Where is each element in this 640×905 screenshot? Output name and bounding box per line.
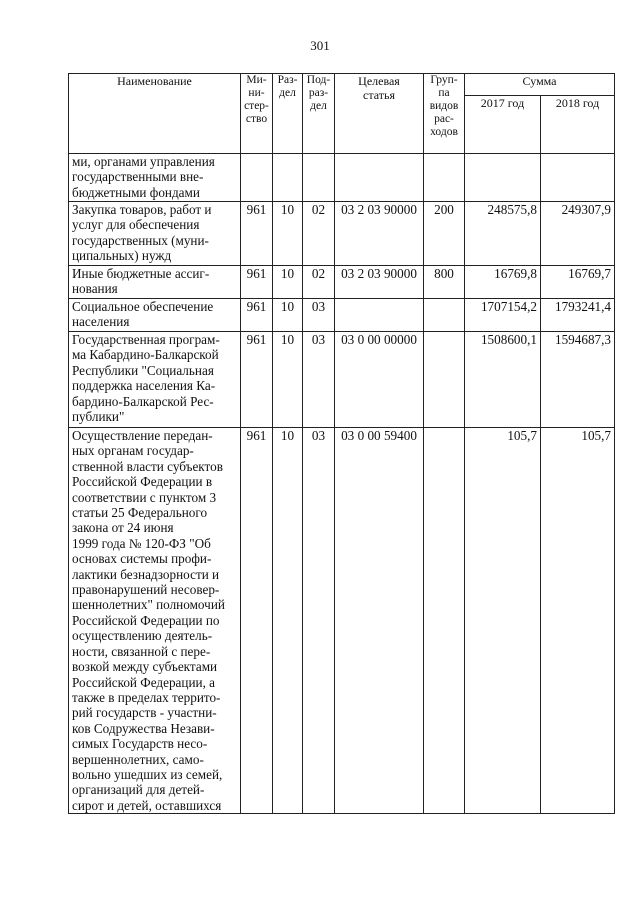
budget-table	[68, 73, 615, 814]
row-subsection: 03	[303, 332, 335, 428]
row-target: 03 0 00 59400	[335, 428, 424, 814]
row-subsection: 03	[303, 428, 335, 814]
row-name: Осуществление передан- ных органам государ- ственной власти субъектов Российской Федерации в соответствии с пунктом 3 статьи 25 Федерального закона от 24 июня 1999 года № 120-ФЗ "Об основах системы профи- лактики безнадзорности и правонарушений несовер- шеннолетних" полномочий Российской Федерации по осуществлению деятель- ности, связанной с пере- возкой между субъектами Российской Федерации, а также в пределах террито- рий государств - участни- ков Содружества Незави- симых Государств несо- вершеннолетних, само- вольно ушедших из семей, организаций для детей- сирот и детей, оставшихся	[69, 428, 241, 814]
row-group	[424, 332, 465, 428]
row-ministry: 961	[241, 428, 273, 814]
row-2018: 105,7	[541, 428, 615, 814]
row-2018: 1793241,4	[541, 299, 615, 332]
row-name: Социальное обеспечение населения	[69, 299, 241, 332]
row-section: 10	[273, 428, 303, 814]
row-subsection: 03	[303, 299, 335, 332]
row-2018	[541, 154, 615, 202]
row-2018: 1594687,3	[541, 332, 615, 428]
header-subsection: Под- раз- дел	[303, 74, 335, 154]
row-2017: 1707154,2	[465, 299, 541, 332]
row-2017: 1508600,1	[465, 332, 541, 428]
row-2017: 105,7	[465, 428, 541, 814]
row-name: ми, органами управления государственными вне- бюджетными фондами	[69, 154, 241, 202]
row-section	[273, 154, 303, 202]
header-target: Целевая статья	[335, 74, 424, 154]
row-target	[335, 154, 424, 202]
header-name-text: Наименование	[117, 74, 192, 88]
header-year-2018: 2018 год	[541, 96, 615, 154]
row-section: 10	[273, 202, 303, 266]
row-ministry: 961	[241, 202, 273, 266]
row-name: Закупка товаров, работ и услуг для обеспечения государственных (муни- ципальных) нужд	[69, 202, 241, 266]
table-row	[69, 154, 615, 202]
row-target	[335, 299, 424, 332]
row-ministry: 961	[241, 299, 273, 332]
row-target: 03 0 00 00000	[335, 332, 424, 428]
row-2018: 16769,7	[541, 266, 615, 299]
row-group: 200	[424, 202, 465, 266]
header-section: Раз- дел	[273, 74, 303, 154]
table-row	[69, 266, 615, 299]
row-2017: 248575,8	[465, 202, 541, 266]
table-body	[69, 154, 615, 814]
row-group	[424, 299, 465, 332]
page-number: 301	[310, 38, 330, 53]
row-subsection: 02	[303, 266, 335, 299]
row-name: Иные бюджетные ассиг- нования	[69, 266, 241, 299]
table-header	[69, 74, 615, 154]
row-section: 10	[273, 299, 303, 332]
row-target: 03 2 03 90000	[335, 266, 424, 299]
header-year-2017: 2017 год	[465, 96, 541, 154]
header-sum: Сумма	[465, 74, 615, 96]
row-section: 10	[273, 332, 303, 428]
row-group	[424, 428, 465, 814]
row-group: 800	[424, 266, 465, 299]
row-subsection: 02	[303, 202, 335, 266]
header-expense-group: Груп- па видов рас- ходов	[424, 74, 465, 154]
row-2017	[465, 154, 541, 202]
row-2018: 249307,9	[541, 202, 615, 266]
row-group	[424, 154, 465, 202]
header-ministry: Ми- ни- стер- ство	[241, 74, 273, 154]
row-2017: 16769,8	[465, 266, 541, 299]
row-subsection	[303, 154, 335, 202]
table-row	[69, 299, 615, 332]
row-name: Государственная програм- ма Кабардино-Балкарской Республики "Социальная поддержка населения Ка- бардино-Балкарской Рес- публики"	[69, 332, 241, 428]
table-row	[69, 332, 615, 428]
table-row	[69, 202, 615, 266]
row-section: 10	[273, 266, 303, 299]
row-ministry	[241, 154, 273, 202]
table-row	[69, 428, 615, 814]
row-target: 03 2 03 90000	[335, 202, 424, 266]
row-ministry: 961	[241, 332, 273, 428]
header-name	[69, 74, 241, 154]
row-ministry: 961	[241, 266, 273, 299]
